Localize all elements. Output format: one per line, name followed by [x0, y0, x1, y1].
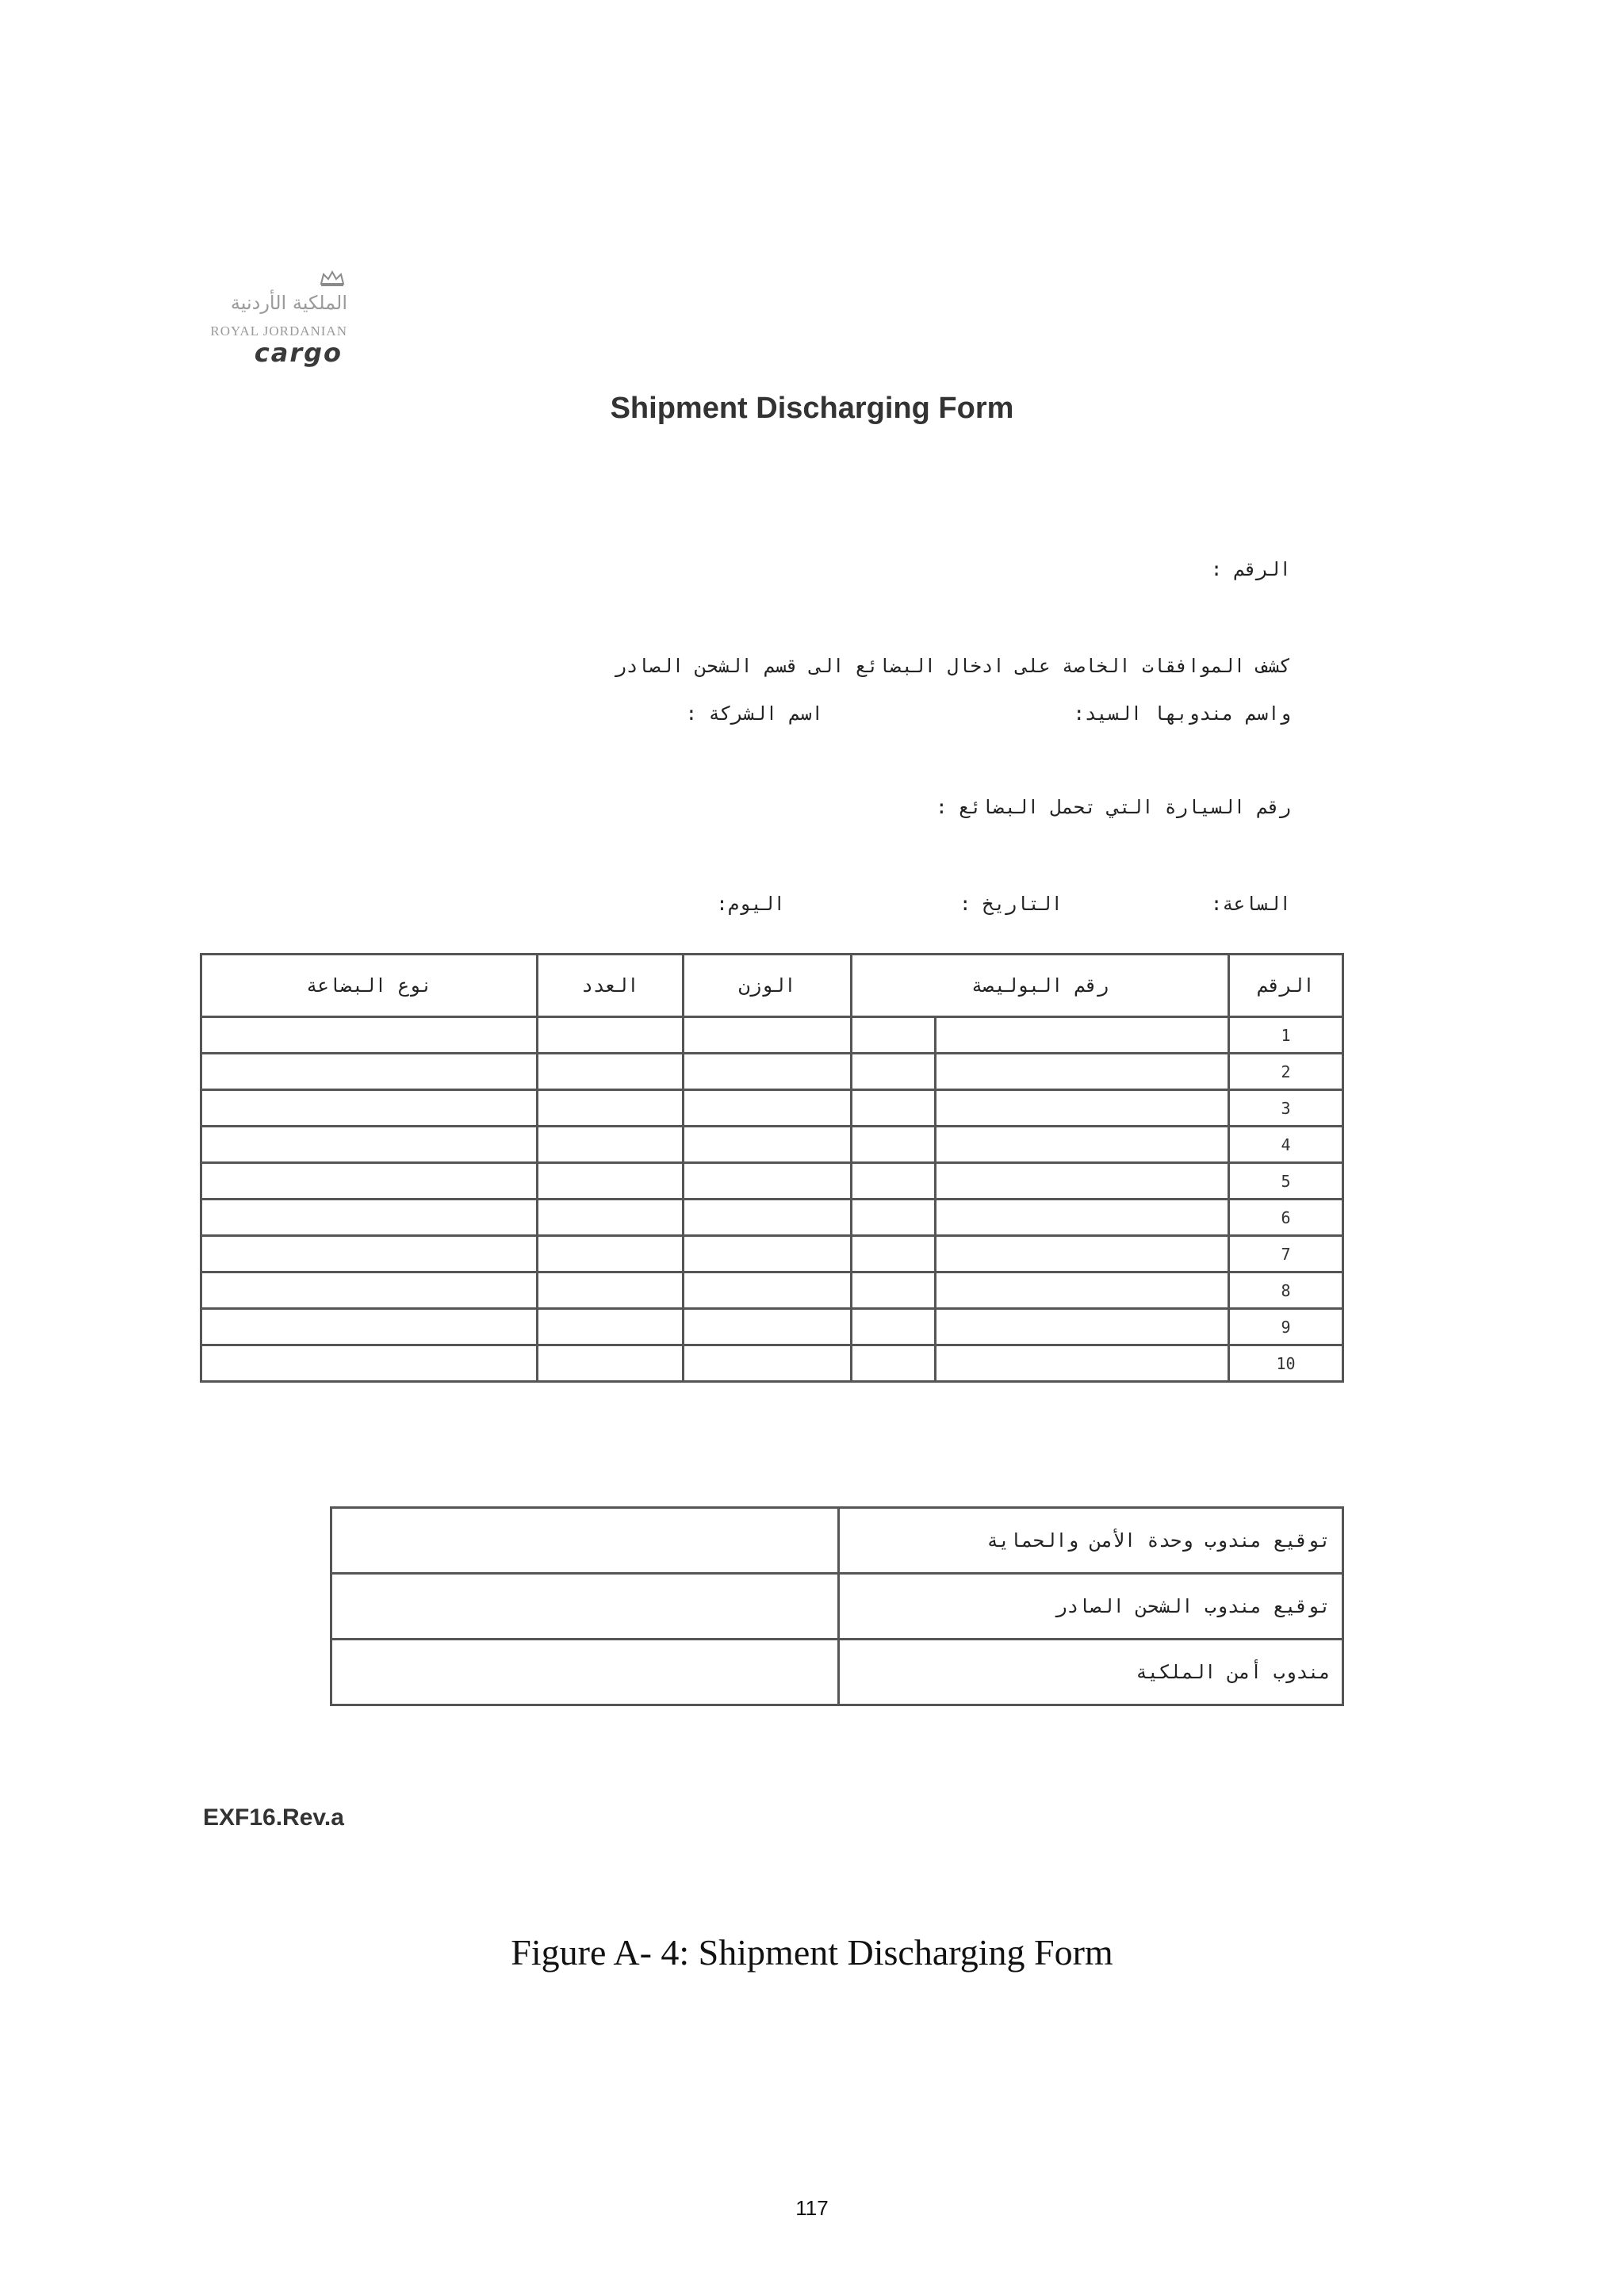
table-row — [201, 1309, 1343, 1345]
form-title: Shipment Discharging Form — [610, 392, 1014, 425]
company-label: اسم الشركة : — [685, 702, 823, 725]
policy-number-cell[interactable] — [936, 1090, 1229, 1127]
representative-label: واسم مندوبها السيد: — [1073, 702, 1291, 725]
header-weight: الوزن — [684, 955, 852, 1017]
policy-extra-cell[interactable] — [852, 1163, 936, 1200]
policy-number-cell[interactable] — [936, 1163, 1229, 1200]
policy-extra-cell[interactable] — [852, 1127, 936, 1163]
goods-type-cell[interactable] — [201, 1236, 538, 1272]
header-goods-type: نوع البضاعة — [201, 955, 538, 1017]
header-count: العدد — [538, 955, 684, 1017]
policy-extra-cell[interactable] — [852, 1236, 936, 1272]
table-row — [201, 1200, 1343, 1236]
policy-number-cell[interactable] — [936, 1309, 1229, 1345]
goods-type-cell[interactable] — [201, 1200, 538, 1236]
weight-cell[interactable] — [684, 1163, 852, 1200]
goods-type-cell[interactable] — [201, 1309, 538, 1345]
count-cell[interactable] — [538, 1236, 684, 1272]
header-policy-number: رقم البوليصة — [852, 955, 1229, 1017]
policy-extra-cell[interactable] — [852, 1272, 936, 1309]
form-code: EXF16.Rev.a — [203, 1804, 344, 1831]
weight-cell[interactable] — [684, 1272, 852, 1309]
goods-type-cell[interactable] — [201, 1090, 538, 1127]
count-cell[interactable] — [538, 1272, 684, 1309]
policy-extra-cell[interactable] — [852, 1054, 936, 1090]
table-row — [201, 1345, 1343, 1382]
figure-caption: Figure A- 4: Shipment Discharging Form — [511, 1932, 1113, 1973]
count-cell[interactable] — [538, 1345, 684, 1382]
policy-number-cell[interactable] — [936, 1200, 1229, 1236]
shipment-table — [200, 953, 1344, 1383]
goods-type-cell[interactable] — [201, 1017, 538, 1054]
table-row — [201, 1090, 1343, 1127]
table-row — [201, 1272, 1343, 1309]
signature-row — [331, 1508, 1343, 1574]
row-number-cell: 8 — [1229, 1272, 1343, 1309]
signature-table — [330, 1506, 1344, 1706]
policy-number-cell[interactable] — [936, 1236, 1229, 1272]
weight-cell[interactable] — [684, 1090, 852, 1127]
row-number-cell: 5 — [1229, 1163, 1343, 1200]
policy-number-cell[interactable] — [936, 1017, 1229, 1054]
row-number-cell: 1 — [1229, 1017, 1343, 1054]
table-row — [201, 1127, 1343, 1163]
count-cell[interactable] — [538, 1090, 684, 1127]
weight-cell[interactable] — [684, 1309, 852, 1345]
policy-extra-cell[interactable] — [852, 1017, 936, 1054]
weight-cell[interactable] — [684, 1054, 852, 1090]
royal-jordanian-cargo-logo — [143, 262, 365, 373]
policy-extra-cell[interactable] — [852, 1345, 936, 1382]
count-cell[interactable] — [538, 1054, 684, 1090]
page-number: 117 — [795, 2196, 829, 2220]
date-label: التاريخ : — [959, 893, 1063, 915]
signature-field[interactable] — [331, 1508, 839, 1574]
approvals-line: كشف الموافقات الخاصة على ادخال البضائع الى قسم الشحن الصادر — [615, 655, 1291, 677]
weight-cell[interactable] — [684, 1200, 852, 1236]
header-number: الرقم — [1229, 955, 1343, 1017]
signature-label: توقيع مندوب الشحن الصادر — [839, 1574, 1343, 1640]
goods-type-cell[interactable] — [201, 1345, 538, 1382]
policy-extra-cell[interactable] — [852, 1200, 936, 1236]
policy-number-cell[interactable] — [936, 1127, 1229, 1163]
count-cell[interactable] — [538, 1017, 684, 1054]
count-cell[interactable] — [538, 1127, 684, 1163]
table-row — [201, 1054, 1343, 1090]
signature-label: توقيع مندوب وحدة الأمن والحماية — [839, 1508, 1343, 1574]
number-label: الرقم : — [1210, 558, 1291, 580]
weight-cell[interactable] — [684, 1345, 852, 1382]
policy-number-cell[interactable] — [936, 1054, 1229, 1090]
row-number-cell: 6 — [1229, 1200, 1343, 1236]
policy-number-cell[interactable] — [936, 1272, 1229, 1309]
table-row — [201, 1236, 1343, 1272]
weight-cell[interactable] — [684, 1127, 852, 1163]
logo-english-name: ROYAL JORDANIAN — [210, 323, 347, 339]
goods-type-cell[interactable] — [201, 1127, 538, 1163]
count-cell[interactable] — [538, 1163, 684, 1200]
row-number-cell: 10 — [1229, 1345, 1343, 1382]
count-cell[interactable] — [538, 1200, 684, 1236]
signature-field[interactable] — [331, 1574, 839, 1640]
logo-cargo-label: cargo — [254, 338, 343, 368]
policy-extra-cell[interactable] — [852, 1090, 936, 1127]
policy-number-cell[interactable] — [936, 1345, 1229, 1382]
row-number-cell: 3 — [1229, 1090, 1343, 1127]
signature-label: مندوب أمن الملكية — [839, 1640, 1343, 1705]
goods-type-cell[interactable] — [201, 1163, 538, 1200]
row-number-cell: 2 — [1229, 1054, 1343, 1090]
policy-extra-cell[interactable] — [852, 1309, 936, 1345]
signature-row — [331, 1574, 1343, 1640]
table-header-row — [201, 955, 1343, 1017]
row-number-cell: 9 — [1229, 1309, 1343, 1345]
table-row — [201, 1017, 1343, 1054]
day-label: اليوم: — [716, 893, 785, 915]
weight-cell[interactable] — [684, 1236, 852, 1272]
count-cell[interactable] — [538, 1309, 684, 1345]
goods-type-cell[interactable] — [201, 1054, 538, 1090]
goods-type-cell[interactable] — [201, 1272, 538, 1309]
time-label: الساعة: — [1210, 893, 1291, 915]
logo-arabic-name: الملكية الأردنية — [230, 292, 347, 314]
row-number-cell: 7 — [1229, 1236, 1343, 1272]
vehicle-label: رقم السيارة التي تحمل البضائع : — [936, 796, 1291, 818]
signature-field[interactable] — [331, 1640, 839, 1705]
weight-cell[interactable] — [684, 1017, 852, 1054]
signature-row — [331, 1640, 1343, 1705]
row-number-cell: 4 — [1229, 1127, 1343, 1163]
table-row — [201, 1163, 1343, 1200]
crown-icon — [319, 270, 346, 287]
